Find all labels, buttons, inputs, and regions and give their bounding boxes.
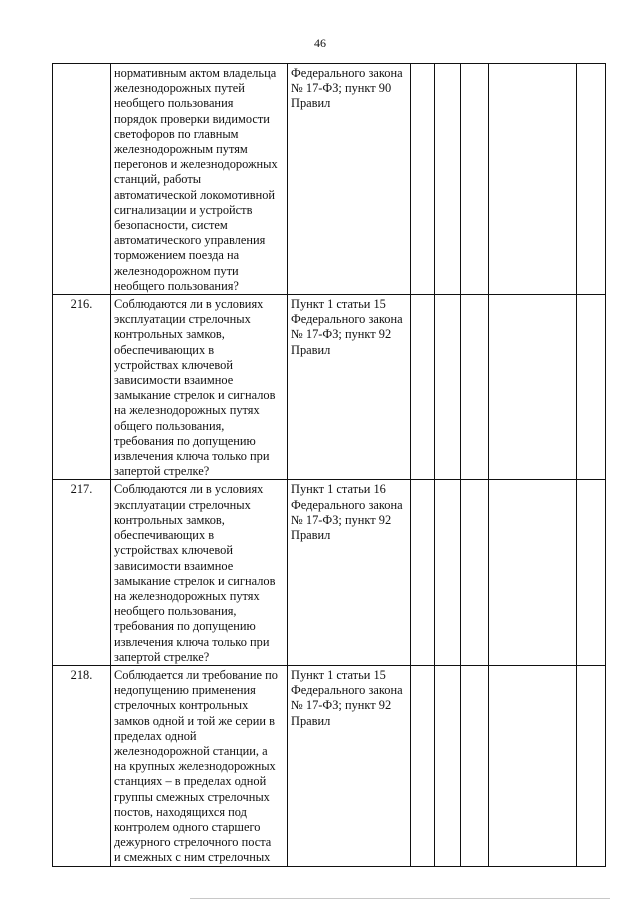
answer-no-cell xyxy=(435,64,461,295)
text-line: дежурного стрелочного поста xyxy=(114,835,272,850)
reference-text xyxy=(291,297,407,358)
answer-no-cell xyxy=(435,295,461,480)
text-line: светофоров по главным xyxy=(114,126,239,141)
answer-yes-cell xyxy=(411,665,435,866)
text-line: общего пользования, xyxy=(114,418,225,433)
text-line: замыкание стрелок и сигналов xyxy=(114,388,276,403)
text-line: на железнодорожных путях xyxy=(114,588,260,603)
notes-cell xyxy=(489,64,577,295)
page-number: 46 xyxy=(314,36,326,50)
text-line: железнодорожных путей xyxy=(114,81,245,96)
row-number: 218. xyxy=(53,665,111,866)
checklist-table xyxy=(52,63,606,867)
reference-text xyxy=(291,668,407,729)
question-text xyxy=(114,668,284,866)
text-line: обеспечивающих в xyxy=(114,528,215,543)
text-line: Федерального закона xyxy=(291,312,403,327)
question-text xyxy=(114,297,284,479)
table-row xyxy=(53,64,606,295)
text-line: обеспечивающих в xyxy=(114,342,215,357)
reference-cell xyxy=(288,64,411,295)
text-line: эксплуатации стрелочных xyxy=(114,312,251,327)
notes-cell xyxy=(489,295,577,480)
extra-cell xyxy=(577,295,606,480)
text-line: контрольных замков, xyxy=(114,512,225,527)
text-line: необщего пользования xyxy=(114,96,234,111)
text-line: Пункт 1 статьи 15 xyxy=(291,667,386,682)
answer-na-cell xyxy=(461,64,489,295)
text-line: устройствах ключевой xyxy=(114,543,233,558)
question-cell xyxy=(111,665,288,866)
scan-edge-line xyxy=(190,898,610,899)
text-line: безопасности, систем xyxy=(114,218,228,233)
text-line: зависимости взаимное xyxy=(114,558,234,573)
text-line: требования по допущению xyxy=(114,433,256,448)
text-line: Правил xyxy=(291,713,331,728)
text-line: замков одной и той же серии в xyxy=(114,713,275,728)
text-line: требования по допущению xyxy=(114,619,256,634)
text-line: Соблюдаются ли в условиях xyxy=(114,297,264,312)
table-row xyxy=(53,480,606,665)
notes-cell xyxy=(489,480,577,665)
answer-no-cell xyxy=(435,480,461,665)
answer-yes-cell xyxy=(411,295,435,480)
text-line: Соблюдаются ли в условиях xyxy=(114,482,264,497)
reference-cell xyxy=(288,295,411,480)
reference-text xyxy=(291,66,407,112)
text-line: автоматического управления xyxy=(114,233,266,248)
text-line: на крупных железнодорожных xyxy=(114,759,276,774)
text-line: зависимости взаимное xyxy=(114,373,234,388)
text-line: № 17-ФЗ; пункт 90 xyxy=(291,81,392,96)
question-cell xyxy=(111,480,288,665)
row-number: 216. xyxy=(53,295,111,480)
text-line: станций, работы xyxy=(114,172,202,187)
answer-na-cell xyxy=(461,480,489,665)
question-text xyxy=(114,66,284,294)
text-line: железнодорожной станции, а xyxy=(114,743,268,758)
reference-cell xyxy=(288,480,411,665)
text-line: Соблюдается ли требование по xyxy=(114,667,278,682)
text-line: Правил xyxy=(291,528,331,543)
notes-cell xyxy=(489,665,577,866)
question-text xyxy=(114,482,284,664)
text-line: стрелочных контрольных xyxy=(114,698,249,713)
row-number xyxy=(53,64,111,295)
text-line: извлечения ключа только при xyxy=(114,449,270,464)
text-line: контрольных замков, xyxy=(114,327,225,342)
text-line: замыкание стрелок и сигналов xyxy=(114,573,276,588)
text-line: железнодорожным путям xyxy=(114,142,248,157)
text-line: автоматической локомотивной xyxy=(114,187,276,202)
text-line: необщего пользования, xyxy=(114,604,237,619)
text-line: сигнализации и устройств xyxy=(114,202,253,217)
answer-yes-cell xyxy=(411,64,435,295)
text-line: постов, находящихся под xyxy=(114,804,247,819)
text-line: и смежных с ним стрелочных xyxy=(114,850,271,865)
text-line: пределах одной xyxy=(114,728,197,743)
text-line: Правил xyxy=(291,342,331,357)
text-line: Федерального закона xyxy=(291,66,403,80)
text-line: Пункт 1 статьи 16 xyxy=(291,482,386,497)
table-row xyxy=(53,665,606,866)
extra-cell xyxy=(577,480,606,665)
text-line: извлечения ключа только при xyxy=(114,634,270,649)
text-line: запертой стрелке? xyxy=(114,464,210,479)
question-cell xyxy=(111,295,288,480)
text-line: перегонов и железнодорожных xyxy=(114,157,278,172)
extra-cell xyxy=(577,665,606,866)
text-line: № 17-ФЗ; пункт 92 xyxy=(291,327,392,342)
text-line: необщего пользования? xyxy=(114,278,239,293)
text-line: группы смежных стрелочных xyxy=(114,789,270,804)
text-line: недопущению применения xyxy=(114,683,256,698)
text-line: запертой стрелке? xyxy=(114,649,210,664)
reference-cell xyxy=(288,665,411,866)
text-line: устройствах ключевой xyxy=(114,357,233,372)
reference-text xyxy=(291,482,407,543)
text-line: нормативным актом владельца xyxy=(114,66,277,80)
extra-cell xyxy=(577,64,606,295)
text-line: станциях – в пределах одной xyxy=(114,774,267,789)
question-cell xyxy=(111,64,288,295)
text-line: контролем одного старшего xyxy=(114,819,261,834)
answer-yes-cell xyxy=(411,480,435,665)
text-line: торможением поезда на xyxy=(114,248,240,263)
text-line: № 17-ФЗ; пункт 92 xyxy=(291,698,392,713)
text-line: порядок проверки видимости xyxy=(114,111,270,126)
text-line: Федерального закона xyxy=(291,683,403,698)
row-number: 217. xyxy=(53,480,111,665)
text-line: на железнодорожных путях xyxy=(114,403,260,418)
text-line: Федерального закона xyxy=(291,497,403,512)
table-row xyxy=(53,295,606,480)
text-line: Правил xyxy=(291,96,331,111)
answer-no-cell xyxy=(435,665,461,866)
text-line: Пункт 1 статьи 15 xyxy=(291,297,386,312)
answer-na-cell xyxy=(461,295,489,480)
text-line: эксплуатации стрелочных xyxy=(114,497,251,512)
answer-na-cell xyxy=(461,665,489,866)
text-line: № 17-ФЗ; пункт 92 xyxy=(291,512,392,527)
text-line: железнодорожном пути xyxy=(114,263,239,278)
